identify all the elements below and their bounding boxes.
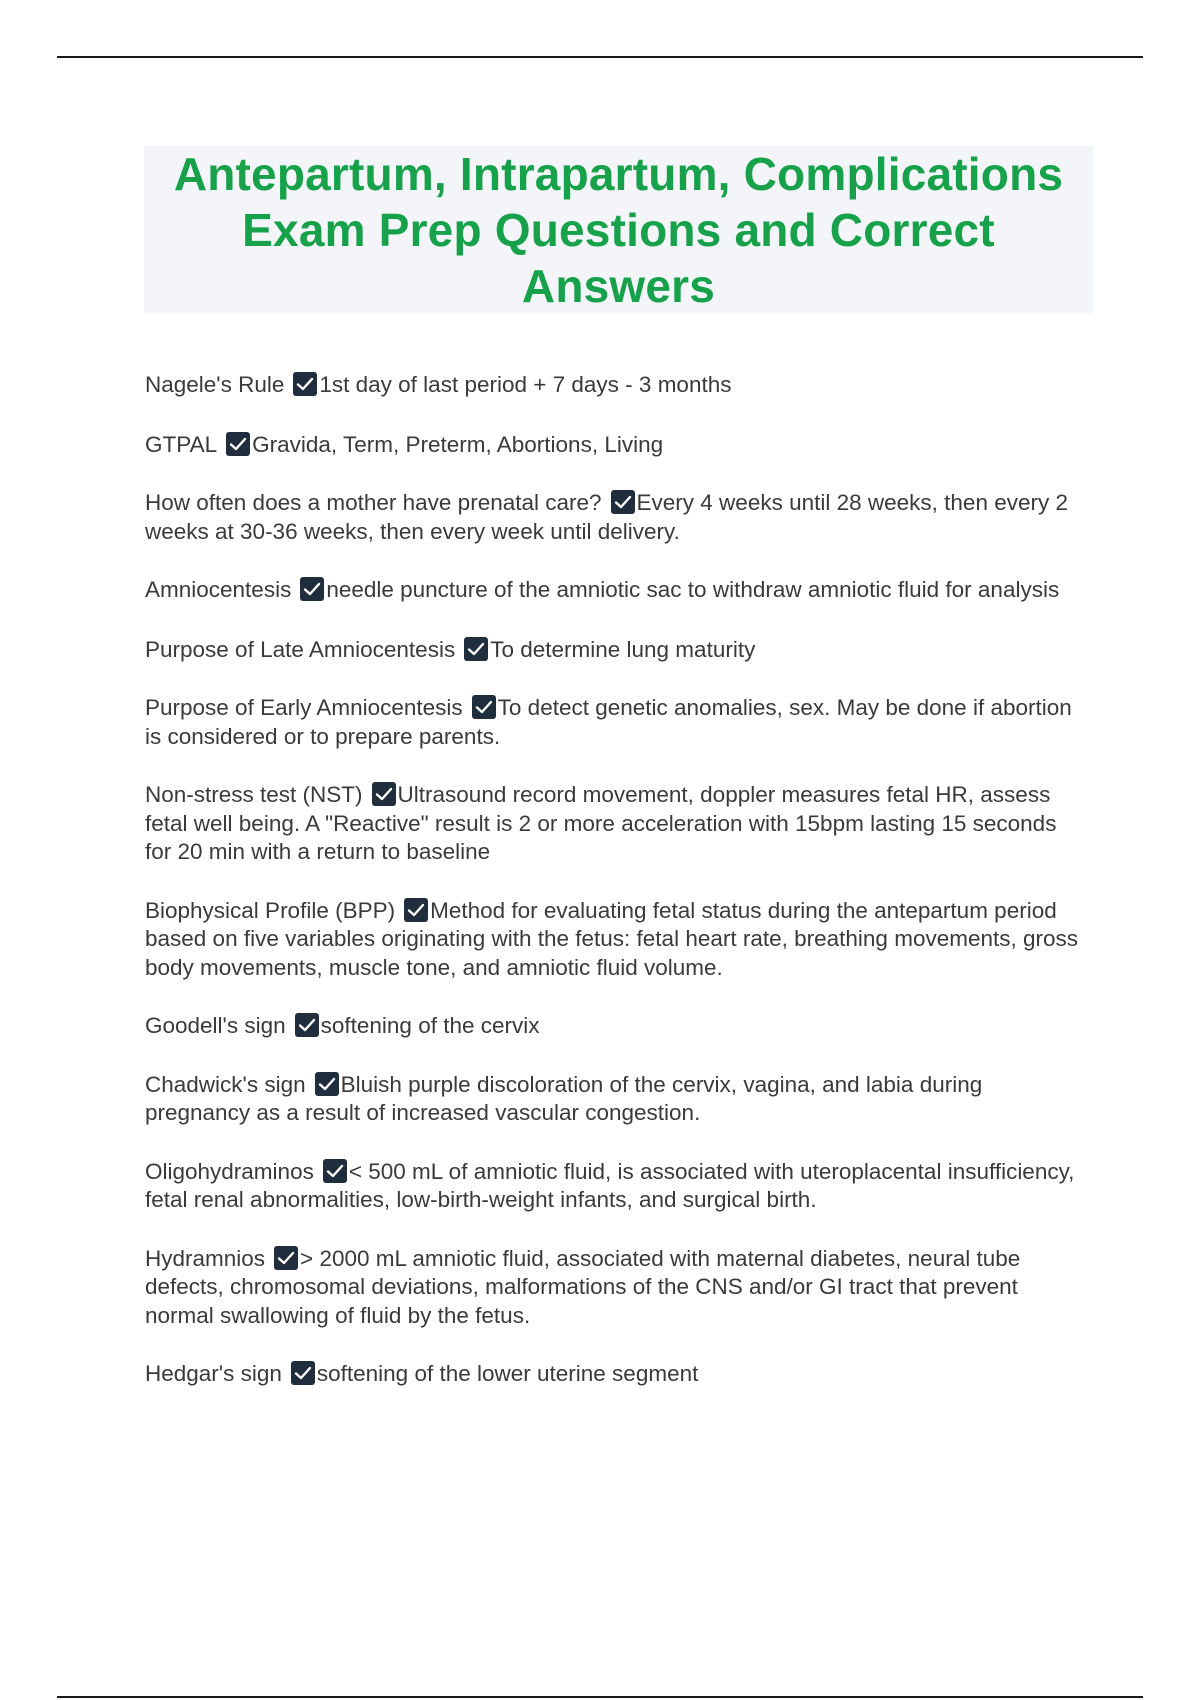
bottom-divider [57, 1696, 1143, 1698]
qa-entry [145, 636, 1085, 665]
top-divider [57, 56, 1143, 58]
qa-entry [145, 1012, 1085, 1041]
qa-term: GTPAL [145, 431, 218, 457]
check-box-icon [404, 898, 428, 922]
qa-answer: To detect genetic anomalies, sex. May be done if abortion is considered or to prepare parents. [145, 695, 1072, 749]
qa-entry [145, 1158, 1085, 1215]
qa-answer: needle puncture of the amniotic sac to withdraw amniotic fluid for analysis [326, 577, 1060, 602]
qa-entry [145, 431, 1085, 460]
qa-term: Nagele's Rule [145, 372, 285, 397]
qa-answer: To determine lung maturity [490, 636, 756, 662]
qa-term: Oligohydraminos [145, 1158, 314, 1184]
qa-entry [145, 897, 1085, 983]
qa-answer: Every 4 weeks until 28 weeks, then every 2 weeks at 30-36 weeks, then every week until delivery. [145, 490, 1068, 544]
qa-answer: Ultrasound record movement, doppler measures fetal HR, assess fetal well being. A "Reactive" result is 2 or more acceleration with 15bpm lasting 15 seconds for 20 min with a return to baseline [145, 782, 1057, 864]
qa-entry [145, 371, 1085, 400]
document-title: Antepartum, Intrapartum, Complications Exam Prep Questions and Correct Answers [173, 147, 1064, 312]
qa-answer: Method for evaluating fetal status during the antepartum period based on five variables originating with the fetus: fetal heart rate, breathing movements, gross body movements, muscle tone, and amniotic fluid volume. [145, 897, 1079, 980]
qa-term: How often does a mother have prenatal care? [145, 490, 602, 515]
check-box-icon [472, 695, 496, 719]
check-box-icon [291, 1361, 315, 1385]
check-box-icon [323, 1159, 347, 1183]
qa-term: Amniocentesis [145, 577, 292, 602]
check-box-icon [300, 577, 324, 601]
qa-answer: softening of the lower uterine segment [316, 1361, 699, 1386]
check-box-icon [315, 1072, 339, 1096]
qa-entry [145, 694, 1085, 751]
check-box-icon [372, 782, 396, 806]
qa-term: Goodell's sign [145, 1013, 286, 1038]
qa-answer: softening of the cervix [320, 1013, 540, 1038]
qa-entry [145, 781, 1085, 867]
qa-answer: Bluish purple discoloration of the cervix, vagina, and labia during pregnancy as a result of increased vascular congestion. [145, 1071, 983, 1125]
qa-term: Purpose of Early Amniocentesis [145, 695, 463, 720]
check-box-icon [226, 432, 250, 456]
qa-term: Hydramnios [145, 1245, 266, 1271]
qa-answer: > 2000 mL amniotic fluid, associated with maternal diabetes, neural tube defects, chromosomal deviations, malformations of the CNS and/or GI tract that prevent normal swallowing of fluid by the fetus. [145, 1245, 1021, 1328]
qa-list [145, 371, 1085, 1389]
qa-entry [145, 1360, 1085, 1389]
qa-term: Purpose of Late Amniocentesis [145, 636, 456, 662]
qa-term: Biophysical Profile (BPP) [145, 897, 396, 923]
qa-entry [145, 576, 1085, 605]
qa-answer: Gravida, Term, Preterm, Abortions, Living [252, 431, 664, 457]
qa-term: Non-stress test (NST) [145, 782, 363, 807]
check-box-icon [293, 372, 317, 396]
check-box-icon [295, 1013, 319, 1037]
check-box-icon [274, 1246, 298, 1270]
qa-term: Chadwick's sign [145, 1071, 306, 1097]
qa-term: Hedgar's sign [145, 1361, 282, 1386]
check-box-icon [464, 637, 488, 661]
title-banner [144, 146, 1093, 313]
check-box-icon [611, 490, 635, 514]
qa-answer: 1st day of last period + 7 days - 3 months [319, 372, 732, 397]
qa-answer: < 500 mL of amniotic fluid, is associated with uteroplacental insufficiency, fetal renal abnormalities, low-birth-weight infants, and surgical birth. [145, 1158, 1075, 1212]
qa-entry [145, 1071, 1085, 1128]
qa-entry [145, 1245, 1085, 1331]
qa-entry [145, 489, 1085, 546]
